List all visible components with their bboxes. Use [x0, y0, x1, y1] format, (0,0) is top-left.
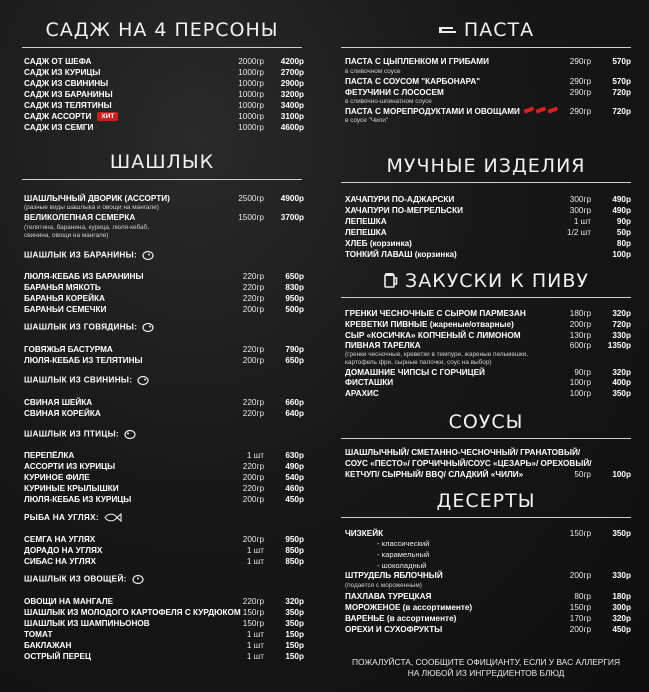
- menu-item: [341, 308, 631, 319]
- item-price: 950р: [285, 535, 304, 544]
- pasta-title-text: ПАСТА: [463, 19, 535, 41]
- menu-item: [20, 545, 304, 556]
- item-description: (подается с мороженным): [345, 582, 422, 589]
- item-price: 3700р: [280, 213, 304, 222]
- item-weight: 290гр: [569, 107, 591, 116]
- allergy-note-line-2: НА ЛЮБОЙ ИЗ ИНГРЕДИЕНТОВ БЛЮД: [407, 668, 565, 678]
- item-price: 850р: [285, 546, 304, 555]
- item-name: ЛЮЛЯ-КЕБАБ ИЗ ТЕЛЯТИНЫ: [24, 356, 143, 365]
- item-name: СЫР «КОСИЧКА» КОПЧЕНЫЙ С ЛИМОНОМ: [345, 331, 521, 340]
- menu-item: [341, 205, 631, 216]
- subsection-title-text: РЫБА НА УГЛЯХ:: [24, 513, 99, 522]
- item-name: САДЖ ИЗ БАРАНИНЫ: [24, 90, 113, 99]
- subsection-title: [24, 322, 154, 333]
- item-name: ОВОЩИ НА МАНГАЛЕ: [24, 597, 114, 606]
- item-name: ЛЮЛЯ-КЕБАБ ИЗ БАРАНИНЫ: [24, 272, 144, 281]
- item-weight: 1000гр: [238, 101, 264, 110]
- item-price: 450р: [612, 625, 631, 634]
- item-name: САДЖ АССОРТИ ХИТ: [24, 111, 118, 122]
- item-price: 720р: [612, 320, 631, 329]
- subsection-title-text: ШАШЛЫК ИЗ БАРАНИНЫ:: [24, 250, 137, 260]
- item-weight: 220гр: [242, 462, 264, 471]
- item-name: ВАРЕНЬЕ (в ассортименте): [345, 614, 457, 623]
- item-weight: 150гр: [569, 529, 591, 538]
- item-name: ГРЕНКИ ЧЕСНОЧНЫЕ С СЫРОМ ПАРМЕЗАН: [345, 309, 526, 318]
- item-weight: 100гр: [569, 378, 591, 387]
- menu-item: [20, 472, 304, 483]
- item-weight: 200гр: [242, 305, 264, 314]
- vegetable-icon: [132, 575, 144, 584]
- item-price: 1350р: [607, 341, 631, 350]
- menu-item: [341, 238, 631, 249]
- item-weight: 1000гр: [238, 90, 264, 99]
- item-weight: 600гр: [569, 341, 591, 350]
- allergy-note: [341, 657, 631, 679]
- item-weight: 2500гр: [238, 194, 264, 203]
- sauce-weight: 50гр: [574, 470, 591, 479]
- item-price: 150р: [285, 641, 304, 650]
- divider: [341, 182, 631, 183]
- item-weight: 290гр: [569, 57, 591, 66]
- item-price: 150р: [285, 652, 304, 661]
- item-weight: 220гр: [242, 597, 264, 606]
- item-weight: 220гр: [242, 409, 264, 418]
- item-price: 3400р: [280, 101, 304, 110]
- section-title-beer: [341, 270, 631, 292]
- divider: [22, 47, 302, 48]
- menu-item: [20, 640, 304, 651]
- subsection-title-text: ШАШЛЫК ИЗ ОВОЩЕЙ:: [24, 574, 127, 584]
- beer-title-text: ЗАКУСКИ К ПИВУ: [405, 270, 589, 292]
- item-name: ШАШЛЫЧНЫЙ ДВОРИК (АССОРТИ): [24, 194, 170, 203]
- item-name: АРАХИС: [345, 389, 379, 398]
- item-price: 450р: [285, 495, 304, 504]
- item-name: ВЕЛИКОЛЕПНАЯ СЕМЕРКА: [24, 213, 136, 222]
- item-weight: 200гр: [242, 473, 264, 482]
- item-name: ЛЮЛЯ-КЕБАБ ИЗ КУРИЦЫ: [24, 495, 132, 504]
- subsection-title: [24, 574, 144, 585]
- item-name: ПИВНАЯ ТАРЕЛКА: [345, 341, 421, 350]
- item-weight: 1/2 шт: [567, 228, 591, 237]
- section-title-desserts: ДЕСЕРТЫ: [436, 490, 536, 512]
- item-name: ЛЕПЕШКА: [345, 217, 387, 226]
- item-price: 540р: [285, 473, 304, 482]
- item-name: САДЖ ИЗ КУРИЦЫ: [24, 68, 101, 77]
- item-name: КУРИНЫЕ КРЫЛЫШКИ: [24, 484, 119, 493]
- item-price: 80р: [616, 239, 631, 248]
- item-price: 320р: [612, 368, 631, 377]
- hit-badge: ХИТ: [97, 112, 118, 121]
- item-weight: 1500гр: [238, 213, 264, 222]
- item-price: 650р: [285, 356, 304, 365]
- item-name: СВИНАЯ ШЕЙКА: [24, 398, 93, 407]
- item-weight: 170гр: [569, 614, 591, 623]
- menu-item: [20, 100, 304, 111]
- item-weight: 1 шт: [573, 217, 591, 226]
- menu-item: [20, 355, 304, 366]
- item-price: 460р: [285, 484, 304, 493]
- item-price: 2900р: [280, 79, 304, 88]
- item-price: 400р: [612, 378, 631, 387]
- menu-item: [341, 377, 631, 388]
- fish-icon: [104, 513, 122, 522]
- menu-item: [20, 534, 304, 545]
- item-weight: 90гр: [574, 368, 591, 377]
- item-price: 50р: [616, 228, 631, 237]
- item-name: ПЕРЕПЁЛКА: [24, 451, 75, 460]
- item-price: 150р: [285, 630, 304, 639]
- menu-item: [20, 193, 304, 204]
- item-weight: 1 шт: [246, 652, 264, 661]
- section-title-sadzh: САДЖ НА 4 ПЕРСОНЫ: [45, 19, 279, 41]
- menu-item: [20, 304, 304, 315]
- spicy-peppers-icon: [524, 106, 560, 117]
- menu-item: [341, 194, 631, 205]
- item-price: 350р: [612, 529, 631, 538]
- item-weight: 1 шт: [246, 451, 264, 460]
- item-weight: 1000гр: [238, 123, 264, 132]
- item-description: в сливочно-шпинатном соусе: [345, 98, 432, 105]
- item-name: ХЛЕБ (корзинка): [345, 239, 412, 248]
- menu-item: [20, 408, 304, 419]
- menu-item: [341, 591, 631, 602]
- pig-icon: [137, 376, 149, 385]
- item-weight: 1 шт: [246, 630, 264, 639]
- menu-item: [20, 89, 304, 100]
- item-weight: 150гр: [569, 603, 591, 612]
- item-weight: 220гр: [242, 294, 264, 303]
- item-weight: 220гр: [242, 484, 264, 493]
- menu-item: [20, 494, 304, 505]
- sauce-line: [341, 447, 631, 458]
- item-name: ПАСТА С СОУСОМ "КАРБОНАРА": [345, 77, 481, 86]
- menu-item: [341, 613, 631, 624]
- item-price: 660р: [285, 398, 304, 407]
- item-price: 3100р: [280, 112, 304, 121]
- item-weight: 1 шт: [246, 641, 264, 650]
- item-name: КРЕВЕТКИ ПИВНЫЕ (жареные/отварные): [345, 320, 514, 329]
- menu-item: [20, 618, 304, 629]
- item-name: СИБАС НА УГЛЯХ: [24, 557, 96, 566]
- allergy-note-line-1: ПОЖАЛУЙСТА, СООБЩИТЕ ОФИЦИАНТУ, ЕСЛИ У ВАС АЛЛЕРГИЯ: [351, 657, 621, 667]
- item-name: ШТРУДЕЛЬ ЯБЛОЧНЫЙ: [345, 571, 443, 580]
- cheesecake-variant: - шоколадный: [377, 561, 427, 570]
- item-weight: 80гр: [574, 592, 591, 601]
- item-weight: 200гр: [242, 356, 264, 365]
- menu-item: [20, 56, 304, 67]
- item-weight: 200гр: [569, 320, 591, 329]
- item-weight: 300гр: [569, 206, 591, 215]
- item-name: СЕМГА НА УГЛЯХ: [24, 535, 96, 544]
- item-weight: 200гр: [242, 535, 264, 544]
- item-weight: 290гр: [569, 88, 591, 97]
- ram-icon: [142, 251, 154, 260]
- beer-mug-icon: [383, 272, 399, 288]
- item-name: ШАШЛЫК ИЗ ШАМПИНЬОНОВ: [24, 619, 150, 628]
- item-description: в соусе "Чили": [345, 117, 389, 124]
- item-weight: 290гр: [569, 77, 591, 86]
- item-price: 4900р: [280, 194, 304, 203]
- item-price: 4600р: [280, 123, 304, 132]
- item-name: САДЖ ОТ ШЕФА: [24, 57, 92, 66]
- item-price: 950р: [285, 294, 304, 303]
- item-weight: 1 шт: [246, 546, 264, 555]
- menu-item: [341, 216, 631, 227]
- item-name: МОРОЖЕНОЕ (в ассортименте): [345, 603, 473, 612]
- cheesecake-variant: - классический: [377, 539, 430, 548]
- item-weight: 300гр: [569, 195, 591, 204]
- menu-item: [20, 629, 304, 640]
- divider: [341, 297, 631, 298]
- item-price: 300р: [612, 603, 631, 612]
- subsection-title-text: ШАШЛЫК ИЗ ПТИЦЫ:: [24, 429, 119, 439]
- menu-item: [20, 344, 304, 355]
- item-name: ДОМАШНИЕ ЧИПСЫ С ГОРЧИЦЕЙ: [345, 368, 485, 377]
- item-name: САДЖ ИЗ ТЕЛЯТИНЫ: [24, 101, 112, 110]
- sauce-price: 100р: [612, 470, 631, 479]
- item-weight: 150гр: [242, 608, 264, 617]
- item-weight: 2000гр: [238, 57, 264, 66]
- menu-item: [341, 570, 631, 581]
- item-description: свинина, овощи на мангале): [24, 232, 109, 239]
- item-name: ДОРАДО НА УГЛЯХ: [24, 546, 103, 555]
- menu-item: [20, 67, 304, 78]
- item-name: ПАХЛАВА ТУРЕЦКАЯ: [345, 592, 432, 601]
- item-weight: 130гр: [569, 331, 591, 340]
- menu-item: [341, 602, 631, 613]
- item-price: 350р: [612, 389, 631, 398]
- menu-item: [20, 122, 304, 133]
- item-price: 630р: [285, 451, 304, 460]
- item-name: ЛЕПЕШКА: [345, 228, 387, 237]
- item-price: 350р: [285, 608, 304, 617]
- item-weight: 1 шт: [246, 557, 264, 566]
- item-name: КУРИНОЕ ФИЛЕ: [24, 473, 90, 482]
- subsection-title: [24, 513, 122, 522]
- item-weight: 1000гр: [238, 112, 264, 121]
- item-price: 490р: [285, 462, 304, 471]
- menu-item: [20, 78, 304, 89]
- item-description: (телятина, баранина, курица, люля-кебаб,: [24, 224, 149, 231]
- menu-item: [341, 388, 631, 399]
- item-weight: 180гр: [569, 309, 591, 318]
- item-description: (гренки чесночные, креветки в темпуре, жареные пельмешки,: [345, 351, 529, 358]
- item-name: ХАЧАПУРИ ПО-МЕГРЕЛЬСКИ: [345, 206, 463, 215]
- menu-item: [20, 596, 304, 607]
- item-name: БАРАНЬЯ МЯКОТЬ: [24, 283, 101, 292]
- item-name: ПАСТА С МОРЕПРОДУКТАМИ И ОВОЩАМИ: [345, 106, 560, 117]
- item-weight: 200гр: [569, 625, 591, 634]
- item-price: 4200р: [280, 57, 304, 66]
- subsection-title: [24, 250, 154, 261]
- item-price: 320р: [285, 597, 304, 606]
- item-name: ГОВЯЖЬЯ БАСТУРМА: [24, 345, 113, 354]
- item-price: 3200р: [280, 90, 304, 99]
- sauce-names: СОУС «ПЕСТО»/ ГОРЧИЧНЫЙ/СОУС «ЦЕЗАРЬ»/ ОРЕХОВЫЙ/: [345, 459, 592, 468]
- menu-item: [20, 607, 304, 618]
- item-name: БАРАНЬИ СЕМЕЧКИ: [24, 305, 107, 314]
- item-price: 320р: [612, 309, 631, 318]
- item-price: 100р: [612, 250, 631, 259]
- item-price: 640р: [285, 409, 304, 418]
- menu-item: [20, 461, 304, 472]
- item-name: ОСТРЫЙ ПЕРЕЦ: [24, 652, 91, 661]
- section-title-flour: МУЧНЫЕ ИЗДЕЛИЯ: [386, 155, 586, 177]
- pasta-icon: [438, 23, 458, 37]
- menu-item: [341, 87, 631, 98]
- item-price: 790р: [285, 345, 304, 354]
- item-price: 720р: [612, 107, 631, 116]
- menu-item: [341, 340, 631, 351]
- menu-item: [20, 212, 304, 223]
- item-price: 500р: [285, 305, 304, 314]
- menu-item: [341, 319, 631, 330]
- section-title-pasta: [341, 19, 631, 41]
- item-price: 90р: [616, 217, 631, 226]
- menu-item: [20, 293, 304, 304]
- item-weight: 150гр: [242, 619, 264, 628]
- divider: [22, 179, 302, 180]
- menu-item: [20, 450, 304, 461]
- section-title-sauces: СОУСЫ: [448, 411, 524, 433]
- item-weight: 220гр: [242, 398, 264, 407]
- sauce-names: ШАШЛЫЧНЫЙ/ СМЕТАННО-ЧЕСНОЧНЫЙ/ ГРАНАТОВЫЙ/: [345, 448, 581, 457]
- menu-item: [20, 111, 304, 122]
- item-name: АССОРТИ ИЗ КУРИЦЫ: [24, 462, 116, 471]
- pepper-icon: [536, 106, 547, 113]
- item-price: 320р: [612, 614, 631, 623]
- item-price: 180р: [612, 592, 631, 601]
- item-price: 570р: [612, 57, 631, 66]
- item-weight: 220гр: [242, 283, 264, 292]
- item-weight: 100гр: [569, 389, 591, 398]
- item-price: 330р: [612, 331, 631, 340]
- menu-item: [20, 282, 304, 293]
- cheesecake-variant: - карамельный: [377, 550, 430, 559]
- menu-item: [20, 483, 304, 494]
- item-price: 2700р: [280, 68, 304, 77]
- menu-item: [20, 651, 304, 662]
- pepper-icon: [548, 106, 559, 113]
- sauce-names: КЕТЧУП/ СЫРНЫЙ/ BBQ/ СЛАДКИЙ «ЧИЛИ»: [345, 470, 524, 479]
- item-weight: 200гр: [242, 495, 264, 504]
- item-weight: 220гр: [242, 272, 264, 281]
- item-name: СВИНАЯ КОРЕЙКА: [24, 409, 101, 418]
- item-price: 850р: [285, 557, 304, 566]
- menu-item: [341, 249, 631, 260]
- item-price: 570р: [612, 77, 631, 86]
- divider: [341, 438, 631, 439]
- item-name: САДЖ ИЗ СВИНИНЫ: [24, 79, 109, 88]
- item-description: (разные виды шашлыка и овощи на мангале): [24, 204, 159, 211]
- item-name: ПАСТА С ЦЫПЛЕНКОМ И ГРИБАМИ: [345, 57, 489, 66]
- menu-item: [341, 76, 631, 87]
- divider: [341, 517, 631, 518]
- sauce-line: [341, 469, 631, 480]
- menu-item: [20, 556, 304, 567]
- menu-item: [20, 271, 304, 282]
- item-weight: 1000гр: [238, 79, 264, 88]
- item-name: ФЕТУЧИНИ С ЛОСОСЕМ: [345, 88, 444, 97]
- item-price: 330р: [612, 571, 631, 580]
- subsection-title: [24, 375, 149, 386]
- item-weight: 1000гр: [238, 68, 264, 77]
- menu-item: [341, 56, 631, 67]
- item-price: 490р: [612, 195, 631, 204]
- item-price: 650р: [285, 272, 304, 281]
- item-name: БАРАНЬЯ КОРЕЙКА: [24, 294, 105, 303]
- item-description: в сливочном соусе: [345, 68, 401, 75]
- subsection-title: [24, 429, 136, 440]
- menu-item: [341, 624, 631, 635]
- item-name: САДЖ ИЗ СЕМГИ: [24, 123, 94, 132]
- item-name: БАКЛАЖАН: [24, 641, 72, 650]
- item-price: 720р: [612, 88, 631, 97]
- cow-icon: [142, 323, 154, 332]
- section-title-shashlyk: ШАШЛЫК: [109, 151, 215, 173]
- item-price: 830р: [285, 283, 304, 292]
- menu-item: [20, 397, 304, 408]
- item-name: ФИСТАШКИ: [345, 378, 394, 387]
- pepper-icon: [524, 106, 535, 113]
- item-name: ОРЕХИ И СУХОФРУКТЫ: [345, 625, 443, 634]
- item-name: ТОМАТ: [24, 630, 53, 639]
- divider: [341, 47, 631, 48]
- item-price: 350р: [285, 619, 304, 628]
- bird-icon: [124, 430, 136, 439]
- subsection-title-text: ШАШЛЫК ИЗ СВИНИНЫ:: [24, 375, 133, 385]
- item-name: ЧИЗКЕЙК: [345, 529, 384, 538]
- menu-item: [341, 106, 631, 117]
- item-description: картофель фри, сырные палочки, соус на выбор): [345, 359, 492, 366]
- item-weight: 220гр: [242, 345, 264, 354]
- item-price: 490р: [612, 206, 631, 215]
- item-name: ТОНКИЙ ЛАВАШ (корзинка): [345, 250, 457, 259]
- sauce-line: [341, 458, 631, 469]
- menu-item: [341, 528, 631, 539]
- item-weight: 200гр: [569, 571, 591, 580]
- item-name: ХАЧАПУРИ ПО-АДЖАРСКИ: [345, 195, 455, 204]
- subsection-title-text: ШАШЛЫК ИЗ ГОВЯДИНЫ:: [24, 322, 138, 332]
- menu-item: [341, 227, 631, 238]
- item-name: ШАШЛЫК ИЗ МОЛОДОГО КАРТОФЕЛЯ С КУРДЮКОМ: [24, 608, 241, 617]
